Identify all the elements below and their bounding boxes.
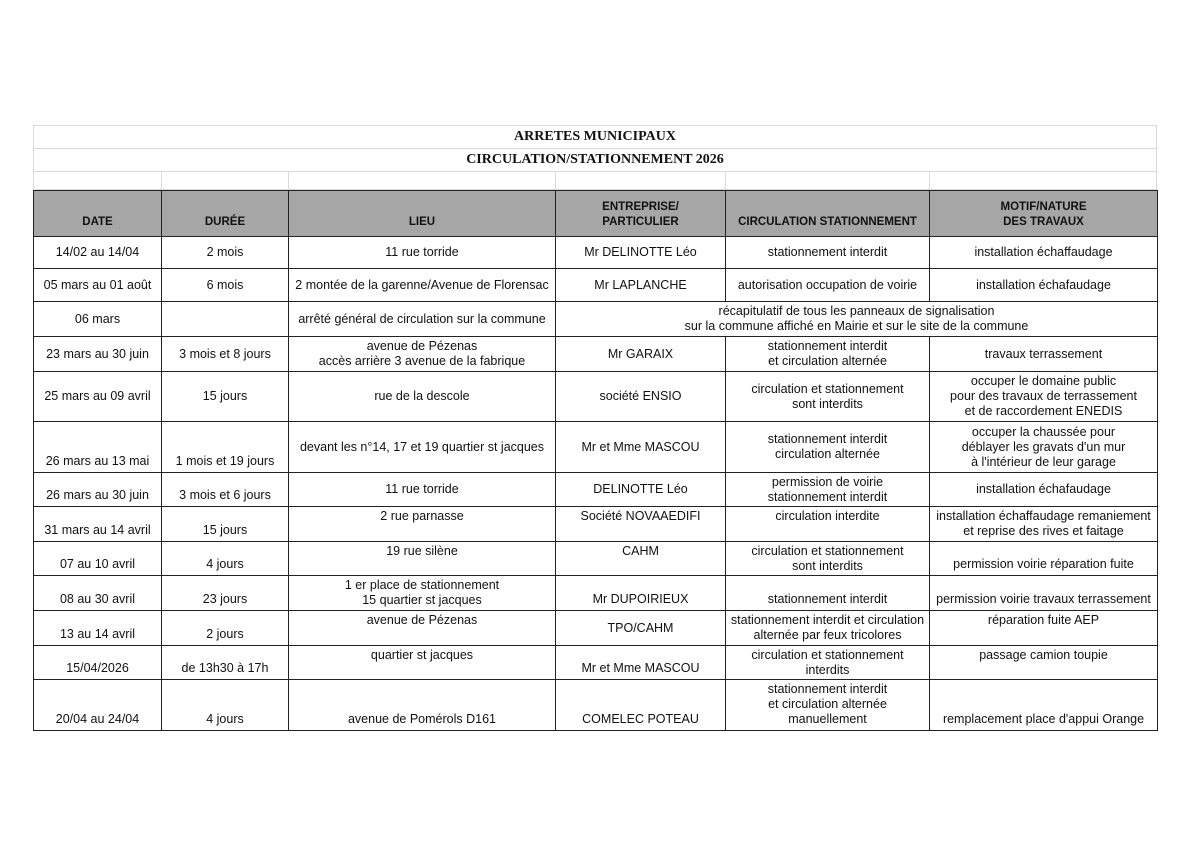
table-row — [34, 473, 1158, 507]
cell-date: 26 mars au 13 mai — [34, 422, 162, 473]
cell-motif: travaux terrassement — [930, 337, 1158, 372]
cell-circulation: stationnement interdit et circulation alternée par feux tricolores — [726, 611, 930, 646]
cell-entreprise: TPO/CAHM — [556, 611, 726, 646]
cell-entreprise: Mr et Mme MASCOU — [556, 646, 726, 680]
table-row — [34, 576, 1158, 611]
cell-lieu: 2 rue parnasse — [289, 507, 556, 542]
table-row — [34, 680, 1158, 731]
cell-motif: occuper le domaine public pour des travaux de terrassement et de raccordement ENEDIS — [930, 372, 1158, 422]
cell-merged-note: récapitulatif de tous les panneaux de signalisation sur la commune affiché en Mairie et sur le site de la commune — [556, 302, 1158, 337]
cell-date: 14/02 au 14/04 — [34, 237, 162, 269]
cell-lieu: devant les n°14, 17 et 19 quartier st jacques — [289, 422, 556, 473]
header-lieu: LIEU — [289, 191, 556, 237]
cell-entreprise: DELINOTTE Léo — [556, 473, 726, 507]
cell-motif: permission voirie réparation fuite — [930, 542, 1158, 576]
cell-motif: réparation fuite AEP — [930, 611, 1158, 646]
cell-entreprise: CAHM — [556, 542, 726, 576]
sheet-subtitle: CIRCULATION/STATIONNEMENT 2026 — [33, 148, 1157, 172]
table-row — [34, 372, 1158, 422]
cell-circulation: stationnement interdit circulation alternée — [726, 422, 930, 473]
cell-entreprise: Mr DELINOTTE Léo — [556, 237, 726, 269]
cell-duree: 15 jours — [162, 507, 289, 542]
cell-lieu: avenue de Pomérols D161 — [289, 680, 556, 731]
cell-circulation: stationnement interdit — [726, 237, 930, 269]
cell-motif: remplacement place d'appui Orange — [930, 680, 1158, 731]
cell-entreprise: COMELEC POTEAU — [556, 680, 726, 731]
cell-date: 20/04 au 24/04 — [34, 680, 162, 731]
table-row — [34, 646, 1158, 680]
cell-lieu: arrêté général de circulation sur la commune — [289, 302, 556, 337]
cell-entreprise: Mr et Mme MASCOU — [556, 422, 726, 473]
cell-duree: 1 mois et 19 jours — [162, 422, 289, 473]
cell-duree: 6 mois — [162, 269, 289, 302]
header-row — [34, 191, 1158, 237]
cell-motif: installation échaffaudage remaniement et reprise des rives et faitage — [930, 507, 1158, 542]
table-row — [34, 422, 1158, 473]
cell-circulation: circulation et stationnement interdits — [726, 646, 930, 680]
table-row — [34, 302, 1158, 337]
cell-date: 23 mars au 30 juin — [34, 337, 162, 372]
arretes-table — [33, 190, 1158, 731]
cell-duree: 23 jours — [162, 576, 289, 611]
cell-lieu: avenue de Pézenas accès arrière 3 avenue de la fabrique — [289, 337, 556, 372]
cell-date: 25 mars au 09 avril — [34, 372, 162, 422]
cell-date: 13 au 14 avril — [34, 611, 162, 646]
cell-duree: 4 jours — [162, 542, 289, 576]
cell-date: 15/04/2026 — [34, 646, 162, 680]
spacer-row — [33, 172, 1157, 190]
cell-lieu: 11 rue torride — [289, 473, 556, 507]
header-date: DATE — [34, 191, 162, 237]
cell-duree: 2 jours — [162, 611, 289, 646]
header-duree: DURÉE — [162, 191, 289, 237]
cell-motif: passage camion toupie — [930, 646, 1158, 680]
table-row — [34, 269, 1158, 302]
table-row — [34, 611, 1158, 646]
cell-duree: 2 mois — [162, 237, 289, 269]
cell-date: 26 mars au 30 juin — [34, 473, 162, 507]
cell-entreprise: Mr GARAIX — [556, 337, 726, 372]
cell-circulation: circulation et stationnement sont interdits — [726, 542, 930, 576]
cell-lieu: quartier st jacques — [289, 646, 556, 680]
cell-entreprise: Mr LAPLANCHE — [556, 269, 726, 302]
cell-date: 08 au 30 avril — [34, 576, 162, 611]
cell-duree: 15 jours — [162, 372, 289, 422]
cell-circulation: stationnement interdit — [726, 576, 930, 611]
sheet-title: ARRETES MUNICIPAUX — [33, 125, 1157, 148]
cell-circulation: circulation et stationnement sont interdits — [726, 372, 930, 422]
cell-entreprise: société ENSIO — [556, 372, 726, 422]
cell-circulation: circulation interdite — [726, 507, 930, 542]
cell-motif: installation échafaudage — [930, 473, 1158, 507]
cell-duree: 3 mois et 6 jours — [162, 473, 289, 507]
cell-circulation: autorisation occupation de voirie — [726, 269, 930, 302]
arretes-sheet — [33, 125, 1157, 731]
cell-duree — [162, 302, 289, 337]
cell-motif: occuper la chaussée pour déblayer les gravats d'un mur à l'intérieur de leur garage — [930, 422, 1158, 473]
cell-lieu: 19 rue silène — [289, 542, 556, 576]
cell-circulation: stationnement interdit et circulation alternée — [726, 337, 930, 372]
cell-date: 06 mars — [34, 302, 162, 337]
cell-lieu: rue de la descole — [289, 372, 556, 422]
cell-motif: installation échaffaudage — [930, 237, 1158, 269]
header-entreprise: ENTREPRISE/ PARTICULIER — [556, 191, 726, 237]
table-row — [34, 337, 1158, 372]
cell-lieu: 11 rue torride — [289, 237, 556, 269]
cell-date: 05 mars au 01 août — [34, 269, 162, 302]
cell-entreprise: Mr DUPOIRIEUX — [556, 576, 726, 611]
cell-circulation: permission de voirie stationnement interdit — [726, 473, 930, 507]
cell-circulation: stationnement interdit et circulation alternée manuellement — [726, 680, 930, 731]
cell-motif: permission voirie travaux terrassement — [930, 576, 1158, 611]
cell-lieu: 2 montée de la garenne/Avenue de Florensac — [289, 269, 556, 302]
header-motif: MOTIF/NATURE DES TRAVAUX — [930, 191, 1158, 237]
table-row — [34, 542, 1158, 576]
cell-duree: 3 mois et 8 jours — [162, 337, 289, 372]
cell-motif: installation échafaudage — [930, 269, 1158, 302]
cell-date: 07 au 10 avril — [34, 542, 162, 576]
table-row — [34, 237, 1158, 269]
cell-duree: de 13h30 à 17h — [162, 646, 289, 680]
header-circulation: CIRCULATION STATIONNEMENT — [726, 191, 930, 237]
cell-duree: 4 jours — [162, 680, 289, 731]
cell-date: 31 mars au 14 avril — [34, 507, 162, 542]
cell-entreprise: Société NOVAAEDIFI — [556, 507, 726, 542]
cell-lieu: avenue de Pézenas — [289, 611, 556, 646]
table-row — [34, 507, 1158, 542]
cell-lieu: 1 er place de stationnement 15 quartier st jacques — [289, 576, 556, 611]
